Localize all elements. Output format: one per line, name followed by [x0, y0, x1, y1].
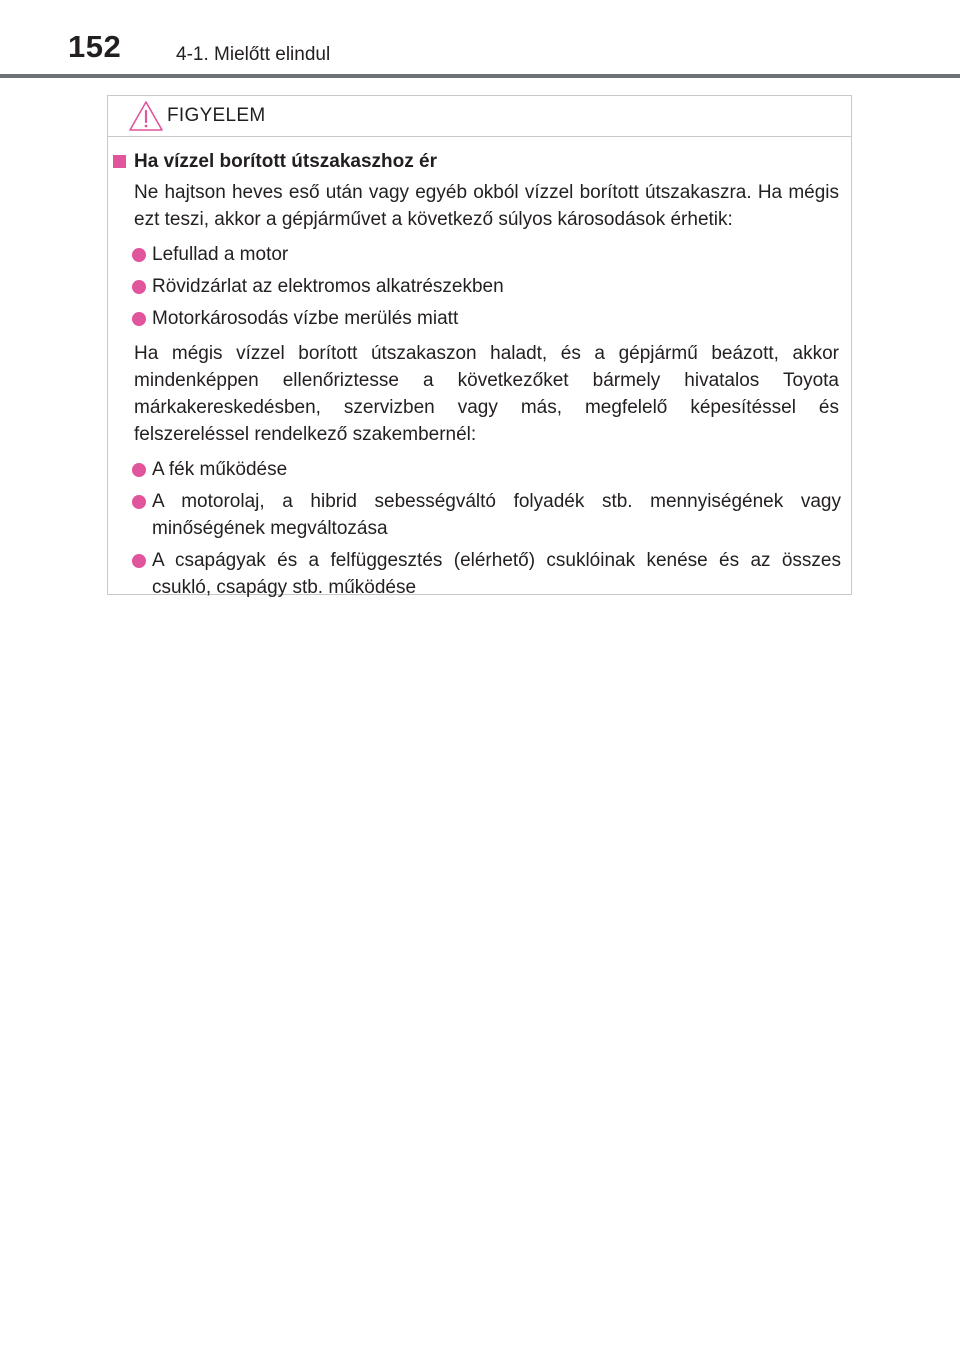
circle-bullet-icon [132, 248, 146, 262]
subheading-text: Ha vízzel borított útszakaszhoz ér [134, 151, 438, 172]
subheading [108, 148, 851, 175]
circle-bullet-icon [132, 280, 146, 294]
check-paragraph: Ha mégis vízzel borított útszakaszon haladt, és a gépjármű beázott, akkor mindenképpen ellenőriztesse a következőket bármely hivatalos Toyota márkakereskedésben, szervizben vagy más, megfelelő képesítéssel és felszereléssel rendelkező szakembernél: [134, 343, 839, 445]
square-bullet-icon [113, 155, 126, 168]
page-header [0, 0, 960, 80]
warning-box [107, 95, 852, 598]
circle-bullet-icon [132, 463, 146, 477]
damage-list [108, 241, 851, 332]
warning-label: FIGYELEM [167, 105, 266, 126]
warning-body [108, 148, 851, 601]
warning-triangle-icon [128, 100, 164, 132]
list-item: A motorolaj, a hibrid sebességváltó folyadék stb. mennyiségének vagy minőségének megváltozása [152, 488, 841, 542]
intro-paragraph: Ne hajtson heves eső után vagy egyéb okból vízzel borított útszakaszra. Ha mégis ezt teszi, akkor a gépjárművet a következő súlyos károsodások érhetik: [134, 182, 839, 230]
section-title: 4-1. Mielőtt elindul [176, 44, 331, 65]
header-divider [0, 74, 960, 78]
warning-header [108, 96, 851, 137]
circle-bullet-icon [132, 312, 146, 326]
list-item: A csapágyak és a felfüggesztés (elérhető) csuklóinak kenése és az összes csukló, csapágy stb. működése [152, 547, 841, 601]
page-number: 152 [68, 29, 122, 64]
list-item: Lefullad a motor [152, 241, 841, 268]
check-list [108, 456, 851, 601]
list-item: Rövidzárlat az elektromos alkatrészekben [152, 273, 841, 300]
circle-bullet-icon [132, 495, 146, 509]
list-item: Motorkárosodás vízbe merülés miatt [152, 305, 841, 332]
circle-bullet-icon [132, 554, 146, 568]
list-item: A fék működése [152, 456, 841, 483]
